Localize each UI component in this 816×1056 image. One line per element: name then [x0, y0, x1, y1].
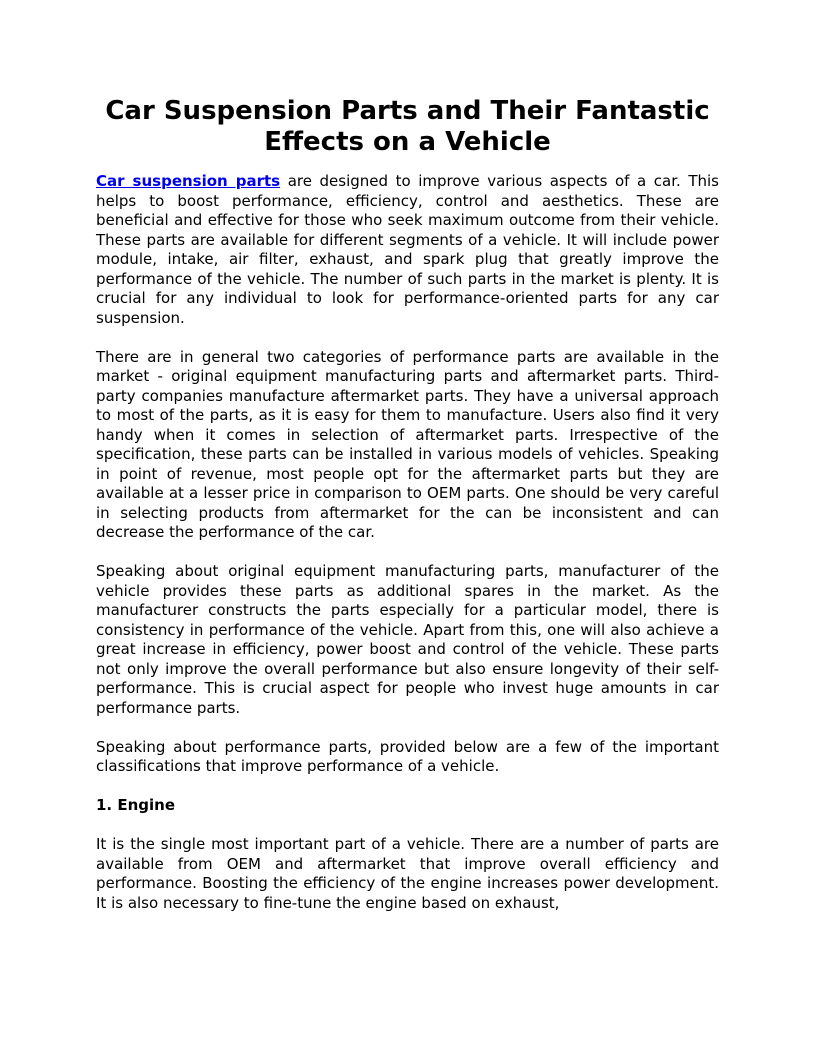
paragraph-oem: Speaking about original equipment manufacturing parts, manufacturer of the vehicle provides these parts as additional spares in the market. As the manufacturer constructs the parts especially for a particular model, there is consistency in performance of the vehicle. Apart from this, one will also achieve a great increase in efficiency, power boost and control of the vehicle. These parts not only improve the overall performance but also ensure longevity of their self-performance. This is crucial aspect for people who invest huge amounts in car performance parts.	[96, 562, 719, 717]
car-suspension-parts-link[interactable]: Car suspension parts	[96, 172, 281, 190]
intro-text: are designed to improve various aspects of a car. This helps to boost performance, efficiency, control and aesthetics. These are beneficial and effective for those who seek maximum outcome from their vehicle. These parts are available for different segments of a vehicle. It will include power module, intake, air filter, exhaust, and spark plug that greatly improve the performance of the vehicle. The number of such parts in the market is plenty. It is crucial for any individual to look for performance-oriented parts for any car suspension.	[96, 172, 719, 327]
title-line-1: Car Suspension Parts and Their Fantastic	[105, 96, 710, 126]
document-page	[96, 96, 719, 933]
title-line-2: Effects on a Vehicle	[264, 127, 551, 157]
paragraph-engine: It is the single most important part of a vehicle. There are a number of parts are available from OEM and aftermarket that improve overall efficiency and performance. Boosting the efficiency of the engine increases power development. It is also necessary to fine-tune the engine based on exhaust,	[96, 835, 719, 912]
section-heading-engine: 1. Engine	[96, 796, 176, 814]
title-spacer	[96, 158, 719, 172]
intro-paragraph	[96, 172, 719, 328]
paragraph-classifications: Speaking about performance parts, provided below are a few of the important classifications that improve performance of a vehicle.	[96, 737, 719, 775]
paragraph-categories: There are in general two categories of performance parts are available in the market - original equipment manufacturing parts and aftermarket parts. Third-party companies manufacture aftermarket parts. They have a universal approach to most of the parts, as it is easy for them to manufacture. Users also find it very handy when it comes in selection of aftermarket parts. Irrespective of the specification, these parts can be installed in various models of vehicles. Speaking in point of revenue, most people opt for the aftermarket parts but they are available at a lesser price in comparison to OEM parts. One should be very careful in selecting products from aftermarket for the can be inconsistent and can decrease the performance of the car.	[96, 347, 719, 541]
page-title	[96, 96, 719, 158]
